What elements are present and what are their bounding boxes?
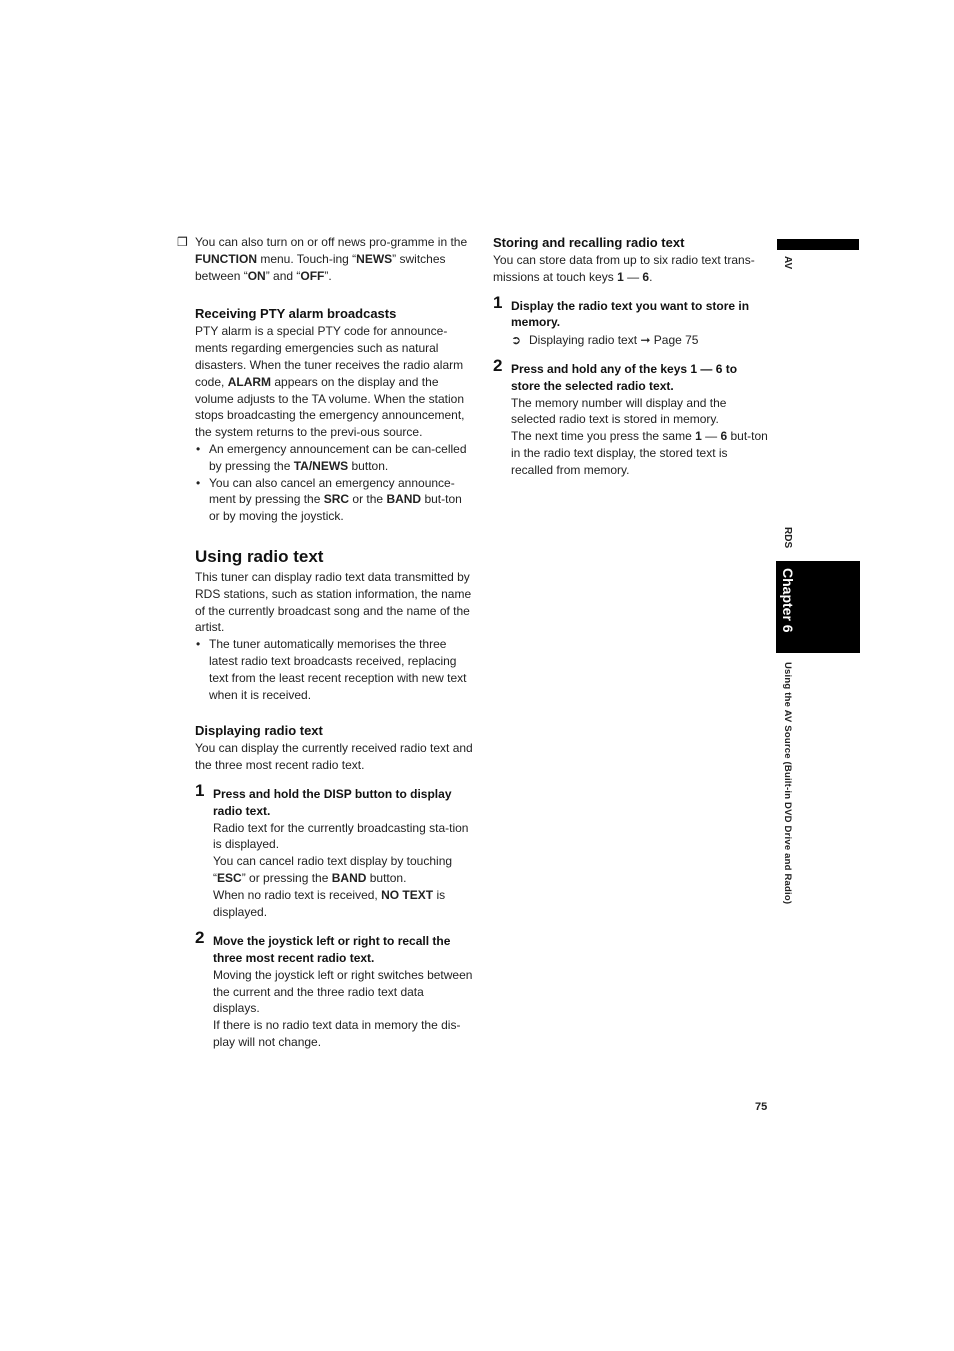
step-text: You can cancel radio text display by touching “ESC” or pressing the BAND button. bbox=[213, 854, 453, 885]
sidebar-tab-bar bbox=[777, 239, 859, 250]
step-number: 1 bbox=[195, 780, 205, 800]
pty-bullet-2: • You can also cancel an emergency announce-ment by pressing the SRC or the BAND but-ton or by moving the joystick. bbox=[196, 475, 462, 524]
displaying-step-1 bbox=[195, 780, 473, 920]
step-number: 2 bbox=[493, 355, 503, 375]
step-text: If there is no radio text data in memory the dis-play will not change. bbox=[213, 1018, 461, 1050]
step-text: The next time you press the same 1 — 6 but-ton in the radio text display, the stored text is recalled from memory. bbox=[511, 429, 768, 477]
displaying-step-2 bbox=[195, 928, 473, 1051]
storing-heading: Storing and recalling radio text bbox=[493, 235, 685, 250]
storing-step-1 bbox=[493, 292, 769, 349]
step-heading: Display the radio text you want to store in memory. bbox=[511, 298, 750, 330]
step-number: 2 bbox=[195, 928, 205, 948]
pty-heading: Receiving PTY alarm broadcasts bbox=[195, 306, 397, 322]
step-heading: Move the joystick left or right to recall the three most recent radio text. bbox=[213, 934, 451, 966]
displaying-heading: Displaying radio text bbox=[195, 723, 323, 739]
news-note: ❒ You can also turn on or off news pro-gramme in the FUNCTION menu. Touch-ing “NEWS” switches between “ON” and “OFF”. bbox=[177, 235, 468, 283]
reference-arrow-icon: ➲ bbox=[511, 333, 522, 348]
bullet-icon: • bbox=[196, 441, 201, 456]
section-label: Using the AV Source (Built-in DVD Drive and Radio) bbox=[782, 662, 793, 905]
step-heading: Press and hold the DISP button to display radio text. bbox=[213, 786, 452, 818]
pty-bullet-1: • An emergency announcement can be can-celled by pressing the TA/NEWS button. bbox=[196, 441, 467, 473]
sidebar-av-label: AV bbox=[782, 256, 793, 270]
pty-paragraph: PTY alarm is a special PTY code for announce-ments regarding emergencies such as natural disasters. When the tuner receives the radio alarm code, ALARM appears on the display and the volume adjusts to the TA volume. When the station stops broadcasting the emergency announcement, the system returns to the previ-ous source. bbox=[195, 324, 465, 440]
page-number: 75 bbox=[755, 1101, 768, 1113]
storing-paragraph: You can store data from up to six radio text trans-missions at touch keys 1 — 6. bbox=[493, 253, 755, 284]
using-bullet: • The tuner automatically memorises the three latest radio text broadcasts received, replacing text from the least recent reception with new text when it is received. bbox=[196, 637, 467, 702]
using-radio-text-heading: Using radio text bbox=[195, 546, 324, 566]
storing-step-2 bbox=[493, 355, 769, 479]
note-box-icon: ❒ bbox=[177, 235, 188, 249]
left-column bbox=[177, 234, 473, 1051]
step-text: Moving the joystick left or right switches between the current and the three radio text data displays. bbox=[213, 967, 473, 1016]
sidebar-rds-label: RDS bbox=[782, 527, 793, 549]
page-reference: ➲ Displaying radio text ➞ Page 75 bbox=[511, 333, 699, 348]
step-text: Radio text for the currently broadcasting sta-tion is displayed. bbox=[213, 820, 469, 852]
step-number: 1 bbox=[493, 292, 503, 312]
step-text: The memory number will display and the selected radio text is stored in memory. bbox=[511, 395, 727, 427]
bullet-icon: • bbox=[196, 637, 201, 652]
step-heading: Press and hold any of the keys 1 — 6 to store the selected radio text. bbox=[511, 361, 738, 393]
chapter-label: Chapter 6 bbox=[780, 568, 796, 633]
displaying-paragraph: You can display the currently received radio text and the three most recent radio text. bbox=[195, 741, 473, 773]
step-text: When no radio text is received, NO TEXT is displayed. bbox=[213, 887, 446, 919]
right-column bbox=[493, 234, 769, 479]
bullet-icon: • bbox=[196, 475, 201, 490]
using-paragraph: This tuner can display radio text data transmitted by RDS stations, such as station information, the name of the currently broadcast song and the name of the artist. bbox=[195, 569, 472, 635]
